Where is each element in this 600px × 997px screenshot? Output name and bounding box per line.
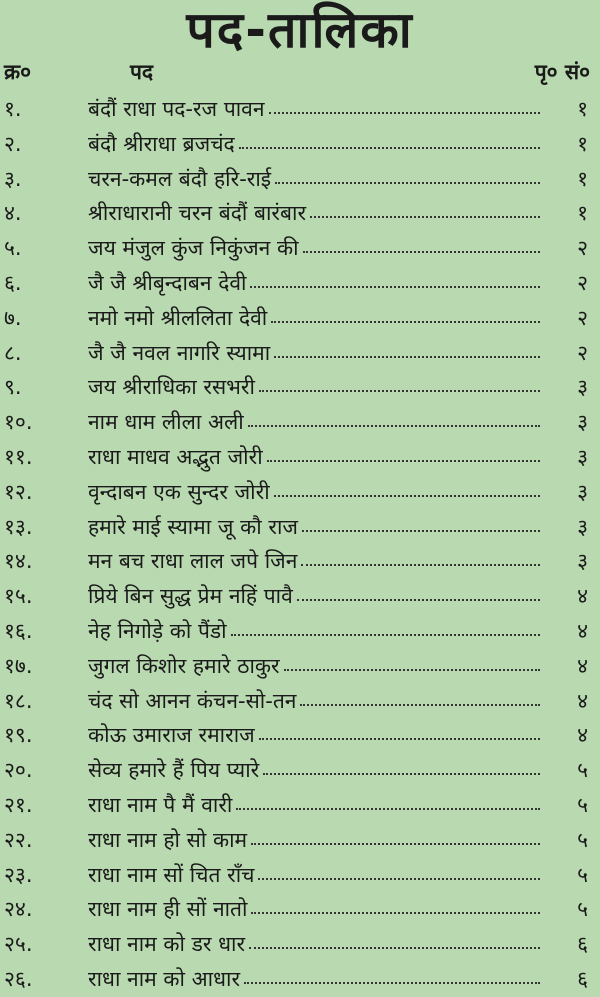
dot-leader bbox=[310, 196, 540, 218]
dot-leader bbox=[250, 266, 540, 288]
entry-title: बंदौ श्रीराधा ब्रजचंद bbox=[88, 131, 235, 156]
entry-label bbox=[88, 788, 540, 823]
entry-number: १. bbox=[4, 97, 22, 121]
dot-leader bbox=[274, 336, 540, 358]
dot-leader bbox=[275, 162, 540, 184]
entry-title: जुगल किशोर हमारे ठाकुर bbox=[88, 653, 280, 678]
list-item[interactable] bbox=[0, 579, 600, 614]
entry-page-number: ५ bbox=[577, 897, 588, 922]
dot-leader bbox=[300, 684, 540, 706]
entry-title: श्रीराधारानी चरन बंदौं बारंबार bbox=[88, 201, 307, 226]
entry-label bbox=[88, 127, 540, 162]
list-item[interactable] bbox=[0, 544, 600, 579]
dot-leader bbox=[259, 718, 540, 740]
list-item[interactable] bbox=[0, 510, 600, 545]
list-item[interactable] bbox=[0, 649, 600, 684]
entry-number: १९. bbox=[4, 723, 33, 748]
entry-number: ४. bbox=[4, 201, 22, 226]
entry-number: २. bbox=[4, 131, 22, 156]
entry-label bbox=[88, 684, 540, 719]
entry-title: राधा माधव अद्भुत जोरी bbox=[88, 444, 263, 469]
entry-label bbox=[88, 544, 540, 579]
entry-page-number: ६ bbox=[577, 966, 588, 991]
entry-page-number: ५ bbox=[577, 758, 588, 783]
dot-leader bbox=[251, 823, 540, 845]
entry-label bbox=[88, 440, 540, 475]
entry-number: ८. bbox=[4, 340, 22, 365]
entry-page-number: १ bbox=[577, 131, 588, 156]
entry-number: ११. bbox=[4, 444, 33, 469]
dot-leader bbox=[302, 510, 540, 532]
list-item[interactable] bbox=[0, 301, 600, 336]
entry-page-number: २ bbox=[577, 236, 588, 261]
contents-list bbox=[0, 92, 600, 997]
entry-page-number: ३ bbox=[577, 549, 588, 574]
entry-label bbox=[88, 370, 540, 405]
entry-title: जय मंजुल कुंज निकुंजन की bbox=[88, 236, 299, 261]
entry-title: राधा नाम सों चित राँच bbox=[88, 862, 255, 887]
dot-leader bbox=[297, 579, 540, 601]
list-item[interactable] bbox=[0, 475, 600, 510]
entry-title: राधा नाम पै मैं वारी bbox=[88, 792, 233, 817]
entry-number: १६. bbox=[4, 618, 33, 643]
list-item[interactable] bbox=[0, 231, 600, 266]
entry-title: प्रिये बिन सुद्ध प्रेम नहिं पावै bbox=[88, 584, 293, 609]
entry-page-number: २ bbox=[577, 270, 588, 295]
entry-title: वृन्दाबन एक सुन्दर जोरी bbox=[88, 479, 270, 504]
entry-label bbox=[88, 892, 540, 927]
list-item[interactable] bbox=[0, 788, 600, 823]
entry-title: नाम धाम लीला अली bbox=[88, 410, 244, 435]
entry-title: कोऊ उमाराज रमाराज bbox=[88, 723, 255, 748]
entry-number: २५. bbox=[4, 932, 33, 957]
entry-label bbox=[88, 927, 540, 962]
entry-page-number: ५ bbox=[577, 827, 588, 852]
list-item[interactable] bbox=[0, 336, 600, 371]
dot-leader bbox=[231, 614, 540, 636]
entry-title: जय श्रीराधिका रसभरी bbox=[88, 375, 255, 400]
list-item[interactable] bbox=[0, 718, 600, 753]
list-item[interactable] bbox=[0, 962, 600, 997]
list-item[interactable] bbox=[0, 823, 600, 858]
entry-title: राधा नाम को डर धार bbox=[88, 932, 246, 957]
entry-page-number: ३ bbox=[577, 375, 588, 400]
entry-number: १५. bbox=[4, 584, 33, 609]
list-item[interactable] bbox=[0, 405, 600, 440]
entry-title: जै जै नवल नागरि स्यामा bbox=[88, 340, 271, 365]
entry-label bbox=[88, 823, 540, 858]
entry-page-number: १ bbox=[577, 97, 588, 121]
entry-number: ३. bbox=[4, 166, 22, 191]
dot-leader bbox=[259, 370, 540, 392]
list-item[interactable] bbox=[0, 753, 600, 788]
list-item[interactable] bbox=[0, 614, 600, 649]
entry-title: राधा नाम को आधार bbox=[88, 966, 241, 991]
entry-label bbox=[88, 962, 540, 997]
entry-page-number: ५ bbox=[577, 862, 588, 887]
entry-label bbox=[88, 614, 540, 649]
entry-title: बंदौं राधा पद-रज पावन bbox=[88, 97, 265, 121]
entry-label bbox=[88, 753, 540, 788]
entry-title: जै जै श्रीबृन्दाबन देवी bbox=[88, 270, 247, 295]
entry-label bbox=[88, 405, 540, 440]
entry-title: नमो नमो श्रीललिता देवी bbox=[88, 305, 268, 330]
column-header-page: पृ० सं० bbox=[534, 60, 590, 84]
list-item[interactable] bbox=[0, 927, 600, 962]
entry-label bbox=[88, 231, 540, 266]
list-item[interactable] bbox=[0, 266, 600, 301]
entry-title: राधा नाम हो सो काम bbox=[88, 827, 248, 852]
dot-leader bbox=[284, 649, 540, 671]
dot-leader bbox=[258, 858, 540, 880]
entry-title: मन बच राधा लाल जपे जिन bbox=[88, 549, 298, 574]
page-title: पद-तालिका bbox=[186, 1, 414, 59]
entry-number: २३. bbox=[4, 862, 33, 887]
entry-label bbox=[88, 858, 540, 893]
list-item[interactable] bbox=[0, 162, 600, 197]
dot-leader bbox=[269, 92, 540, 114]
entry-page-number: २ bbox=[577, 305, 588, 330]
dot-leader bbox=[274, 475, 540, 497]
entry-label bbox=[88, 196, 540, 231]
dot-leader bbox=[251, 892, 540, 914]
list-item[interactable] bbox=[0, 127, 600, 162]
entry-title: नेह निगोड़े को पैंडो bbox=[88, 618, 227, 643]
entry-number: १२. bbox=[4, 479, 33, 504]
entry-number: १७. bbox=[4, 653, 33, 678]
entry-label bbox=[88, 475, 540, 510]
entry-page-number: ४ bbox=[577, 618, 588, 643]
entry-page-number: ४ bbox=[577, 584, 588, 609]
entry-title: राधा नाम ही सों नातो bbox=[88, 897, 248, 922]
entry-page-number: ३ bbox=[577, 479, 588, 504]
entry-label bbox=[88, 649, 540, 684]
column-header-number: क्र० bbox=[4, 60, 32, 84]
entry-page-number: ४ bbox=[577, 653, 588, 678]
entry-number: २१. bbox=[4, 792, 33, 817]
entry-number: २६. bbox=[4, 966, 33, 991]
dot-leader bbox=[236, 788, 540, 810]
entry-label bbox=[88, 301, 540, 336]
list-item[interactable] bbox=[0, 196, 600, 231]
entry-label bbox=[88, 266, 540, 301]
entry-page-number: ३ bbox=[577, 410, 588, 435]
list-item[interactable] bbox=[0, 892, 600, 927]
entry-label bbox=[88, 510, 540, 545]
entry-title: चंद सो आनन कंचन-सो-तन bbox=[88, 688, 297, 713]
entry-number: १८. bbox=[4, 688, 33, 713]
dot-leader bbox=[271, 301, 540, 323]
entry-title: सेव्य हमारे हैं पिय प्यारे bbox=[88, 758, 260, 783]
entry-label bbox=[88, 336, 540, 371]
entry-label bbox=[88, 162, 540, 197]
list-item[interactable] bbox=[0, 92, 600, 127]
entry-label bbox=[88, 579, 540, 614]
entry-page-number: ५ bbox=[577, 792, 588, 817]
entry-number: ७. bbox=[4, 305, 22, 330]
entry-number: १३. bbox=[4, 514, 33, 539]
entry-page-number: ६ bbox=[577, 932, 588, 957]
entry-number: २२. bbox=[4, 827, 33, 852]
dot-leader bbox=[249, 927, 540, 949]
list-item[interactable] bbox=[0, 858, 600, 893]
dot-leader bbox=[263, 753, 540, 775]
entry-number: १०. bbox=[4, 410, 33, 435]
list-item[interactable] bbox=[0, 684, 600, 719]
dot-leader bbox=[239, 127, 540, 149]
dot-leader bbox=[301, 544, 540, 566]
entry-page-number: ३ bbox=[577, 444, 588, 469]
column-header-pad: पद bbox=[130, 60, 154, 84]
entry-number: ६. bbox=[4, 270, 22, 295]
entry-label bbox=[88, 92, 540, 127]
entry-page-number: ४ bbox=[577, 723, 588, 748]
entry-number: २४. bbox=[4, 897, 33, 922]
entry-label bbox=[88, 718, 540, 753]
entry-page-number: २ bbox=[577, 340, 588, 365]
entry-number: ९. bbox=[4, 375, 22, 400]
dot-leader bbox=[248, 405, 540, 427]
entry-page-number: १ bbox=[577, 166, 588, 191]
dot-leader bbox=[244, 962, 540, 984]
entry-title: हमारे माई स्यामा जू कौ राज bbox=[88, 514, 298, 539]
list-item[interactable] bbox=[0, 440, 600, 475]
list-item[interactable] bbox=[0, 370, 600, 405]
entry-page-number: १ bbox=[577, 201, 588, 226]
dot-leader bbox=[303, 231, 540, 253]
entry-number: २०. bbox=[4, 758, 33, 783]
dot-leader bbox=[267, 440, 540, 462]
entry-title: चरन-कमल बंदौ हरि-राई bbox=[88, 166, 272, 191]
entry-page-number: ३ bbox=[577, 514, 588, 539]
entry-number: ५. bbox=[4, 236, 22, 261]
entry-page-number: ४ bbox=[577, 688, 588, 713]
entry-number: १४. bbox=[4, 549, 33, 574]
